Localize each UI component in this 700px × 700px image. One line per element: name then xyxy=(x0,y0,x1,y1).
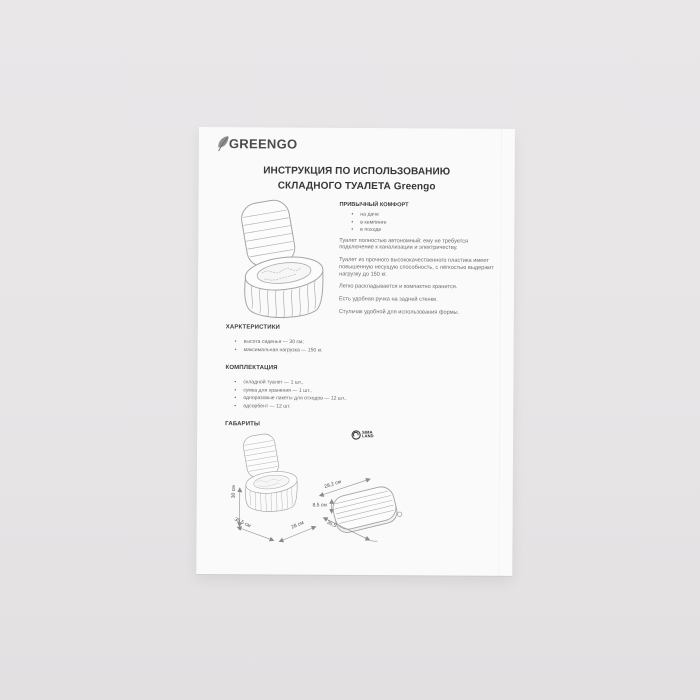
page-title xyxy=(199,163,515,195)
dim-folded-width: 28,2 см xyxy=(323,479,342,490)
sima-land-wordmark: SIMA LAND xyxy=(362,430,374,439)
sima-land-logo xyxy=(351,430,378,441)
list-item: • в походе xyxy=(339,226,503,235)
dim-open-width: 28 см xyxy=(290,519,305,531)
paragraph: Есть удобная ручка на задней стенке. xyxy=(338,296,438,303)
title-line-1: ИНСТРУКЦИЯ ПО ИСПОЛЬЗОВАНИЮ xyxy=(263,165,451,178)
toilet-open-diagram xyxy=(221,430,322,543)
brand-logo xyxy=(217,135,298,152)
toilet-folded-diagram-sketch xyxy=(309,469,411,550)
list-item: • одноразовые пакеты для отходов — 12 шт., xyxy=(225,394,510,404)
comfort-section xyxy=(339,202,504,323)
toilet-open-illustration xyxy=(224,199,343,326)
characteristics-heading: ХАРКТЕРИСТИКИ xyxy=(225,323,281,331)
paragraph: Туалет полностью автономный: ему не требуется подключение к канализации и электричеству. xyxy=(339,237,469,251)
paragraph: Легко раскладывается и компактно хранится. xyxy=(339,283,458,291)
list-item: • складной туалет — 1 шт., xyxy=(225,379,510,389)
comfort-list xyxy=(339,211,503,235)
toilet-folded-diagram xyxy=(309,469,411,550)
package-list xyxy=(225,379,510,412)
sima-land-icon xyxy=(351,430,361,440)
list-item: • на даче xyxy=(339,211,503,220)
list-item: • сумка для хранения — 1 шт., xyxy=(225,387,510,397)
toilet-open-diagram-sketch xyxy=(221,430,322,543)
list-item: • максимальная нагрузка — 150 кг. xyxy=(226,346,511,356)
dim-open-height: 30 см xyxy=(231,485,237,499)
instruction-sheet xyxy=(196,127,515,576)
dim-open-depth: 35,5 см xyxy=(233,516,252,529)
paragraph: Стульчак удобной для использования формы. xyxy=(338,309,460,316)
package-heading: КОМПЛЕКТАЦИЯ xyxy=(225,363,278,371)
spec-sections xyxy=(225,323,511,436)
dimensions-heading: ГАБАРИТЫ xyxy=(225,419,261,427)
list-item: • в кемпинге xyxy=(339,218,503,227)
brand-name: GREENGO xyxy=(228,136,298,152)
list-item: • высота сиденья — 30 см; xyxy=(226,338,511,348)
paragraph: Туалет из прочного высококачественного пластика имеет повышенную несущую способность, с лёгкостью выдержит нагрузку до 150 кг. xyxy=(339,257,494,278)
comfort-heading: ПРИВЫЧНЫЙ КОМФОРТ xyxy=(339,201,409,208)
list-item: • адсорбент — 12 шт. xyxy=(225,402,510,412)
dim-folded-depth: 35,5 xyxy=(325,519,338,529)
title-line-2: СКЛАДНОГО ТУАЛЕТА Greengo xyxy=(277,180,436,193)
dim-folded-height: 8,5 см xyxy=(312,502,327,509)
characteristics-list xyxy=(226,338,511,355)
